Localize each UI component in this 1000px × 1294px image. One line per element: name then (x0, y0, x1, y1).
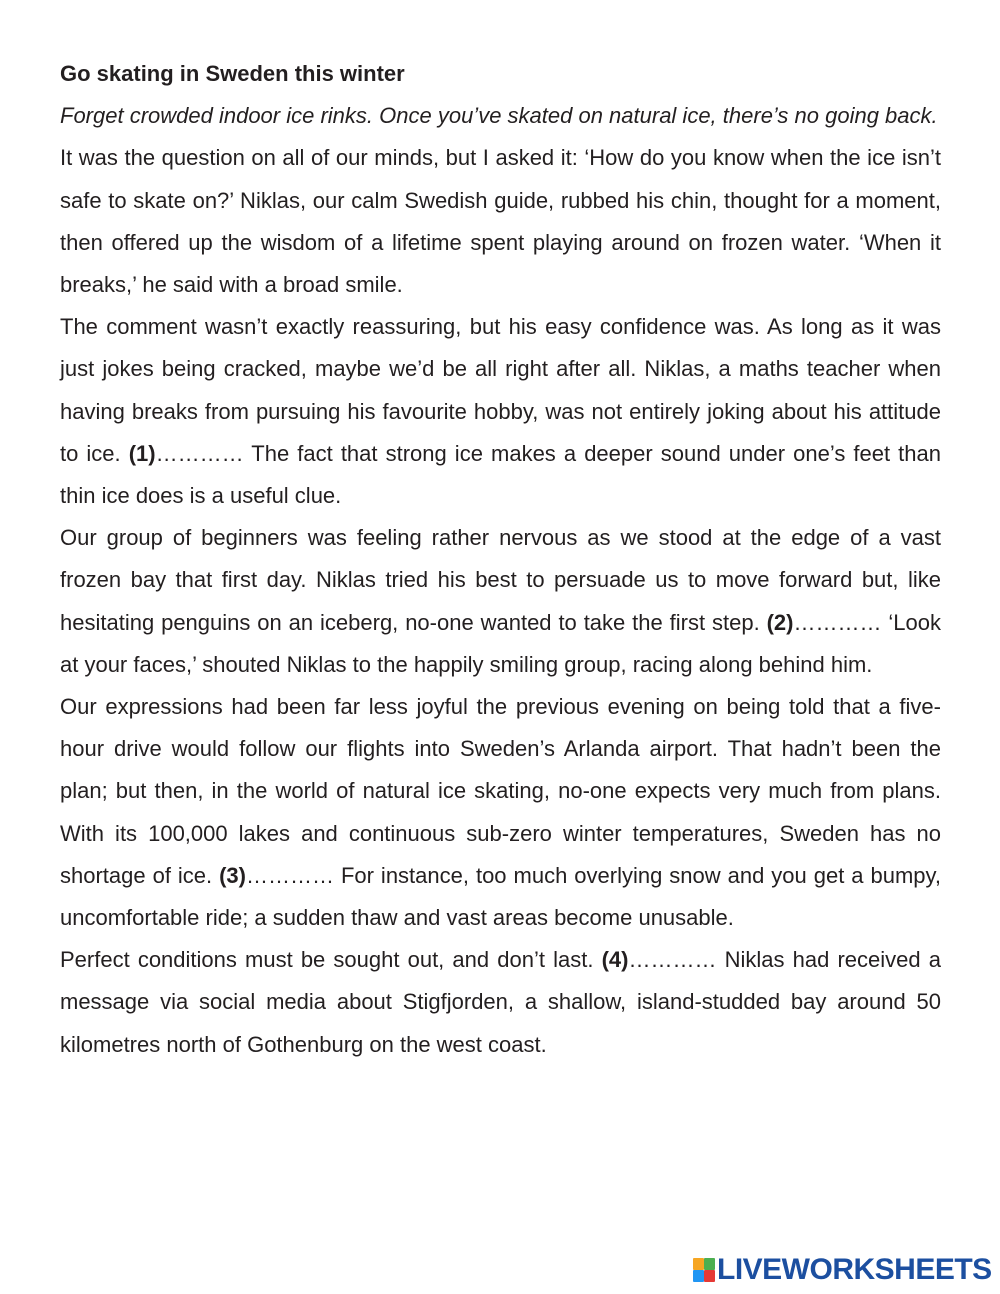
gap-1-blank[interactable]: ………… (155, 440, 244, 466)
paragraph-4 (60, 686, 941, 939)
article-title: Go skating in Sweden this winter (60, 61, 405, 86)
worksheet-page (60, 53, 941, 1066)
paragraph-4-text-after: For instance, too much overlying snow and you get a bumpy, uncomfortable ride; a sudden thaw and vast areas become unusable. (60, 862, 941, 931)
logo-text: LIVEWORKSHEETS (717, 1253, 992, 1286)
gap-3-label: (3) (219, 862, 246, 888)
paragraph-3-text-before: Our group of beginners was feeling rather nervous as we stood at the edge of a vast frozen bay that first day. Niklas tried his best to persuade us to move forward but, like hesitating penguins on an iceberg, no-one wanted to take the first step. (60, 525, 941, 635)
paragraph-2 (60, 306, 941, 517)
paragraph-5-text-before: Perfect conditions must be sought out, and don’t last. (60, 947, 602, 973)
gap-3-blank[interactable]: ………… (246, 862, 334, 888)
paragraph-2-text-before: The comment wasn’t exactly reassuring, but his easy confidence was. As long as it was just jokes being cracked, maybe we’d be all right after all. Niklas, a maths teacher when having breaks from pursuing his favourite hobby, was not entirely joking about his attitude to ice. (60, 314, 941, 466)
paragraph-1 (60, 137, 941, 306)
gap-4-label: (4) (601, 947, 629, 973)
liveworksheets-logo-icon (693, 1258, 715, 1282)
paragraph-4-text-before: Our expressions had been far less joyful the previous evening on being told that a five-hour drive would follow our flights into Sweden’s Arlanda airport. That hadn’t been the plan; but then, in the world of natural ice skating, no-one expects very much from plans. With its 100,000 lakes and continuous sub-zero winter temperatures, Sweden has no shortage of ice. (60, 694, 941, 888)
paragraph-5-text-after: Niklas had received a message via social media about Stigfjorden, a shallow, island-studded bay around 50 kilometres north of Gothenburg on the west coast. (60, 947, 941, 1057)
paragraph-3-text-after: ‘Look at your faces,’ shouted Niklas to the happily smiling group, racing along behind him. (60, 609, 941, 677)
logo-block-3 (693, 1270, 704, 1282)
logo-block-2 (704, 1258, 715, 1270)
paragraph-2-text-after: The fact that strong ice makes a deeper sound under one’s feet than thin ice does is a useful clue. (60, 440, 941, 509)
gap-2-blank[interactable]: ………… (793, 609, 882, 635)
gap-4-blank[interactable]: ………… (628, 947, 717, 973)
paragraph-5 (60, 939, 941, 1066)
gap-1-label: (1) (128, 440, 156, 466)
article-subtitle: Forget crowded indoor ice rinks. Once you’ve skated on natural ice, there’s no going back. (60, 103, 938, 129)
logo-block-4 (704, 1270, 715, 1282)
paragraph-1-text: It was the question on all of our minds, but I asked it: ‘How do you know when the ice isn’t safe to skate on?’ Niklas, our calm Swedish guide, rubbed his chin, thought for a moment, then offered up the wisdom of a lifetime spent playing around on frozen water. ‘When it breaks,’ he said with a broad smile. (60, 145, 941, 298)
logo-block-1 (693, 1258, 704, 1270)
liveworksheets-logo[interactable] (693, 1255, 992, 1285)
paragraph-3 (60, 517, 941, 686)
gap-2-label: (2) (766, 609, 794, 635)
